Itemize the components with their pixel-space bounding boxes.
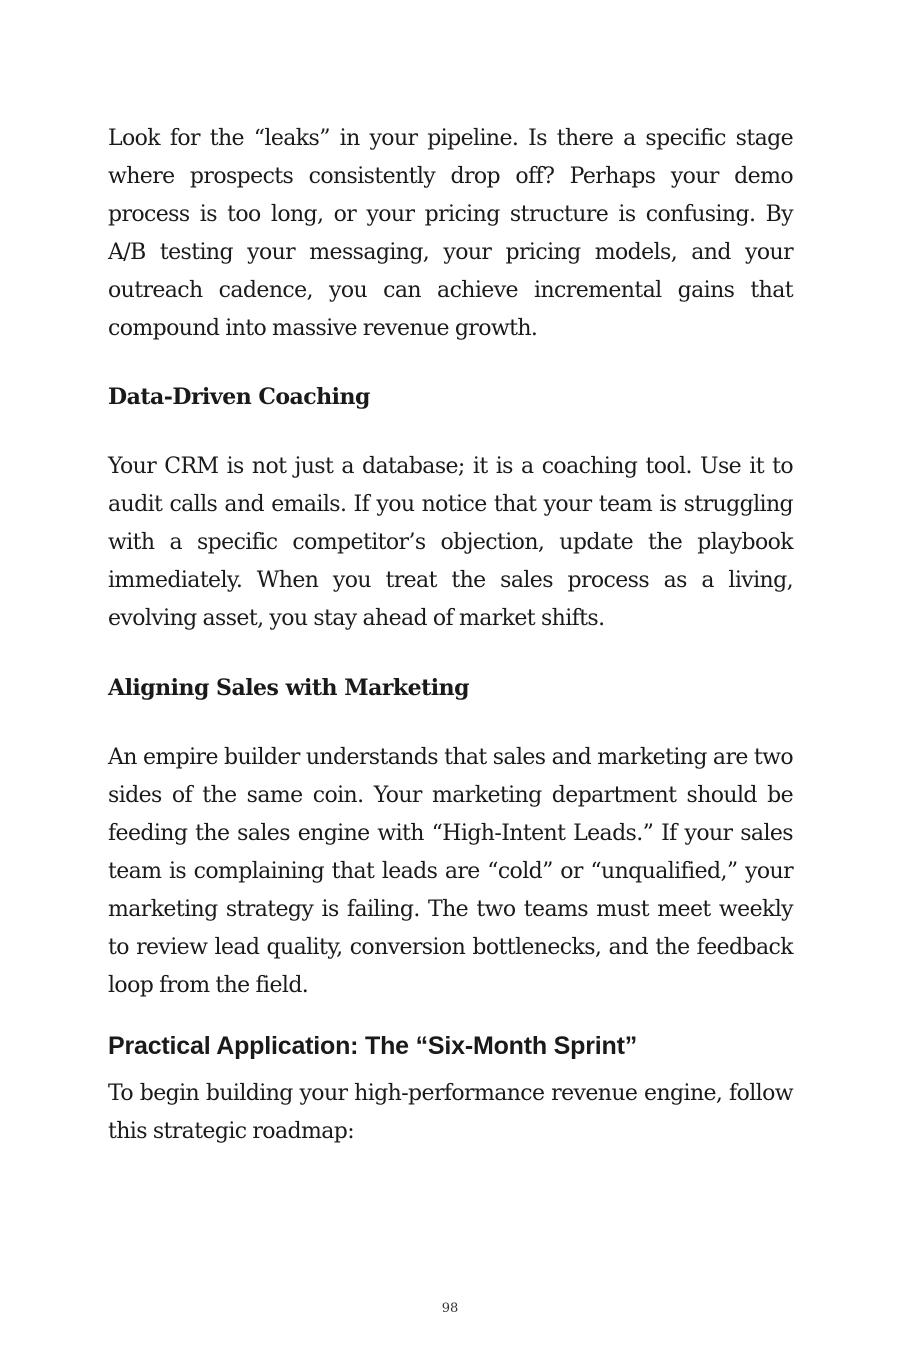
paragraph-data-driven-coaching: Your CRM is not just a database; it is a coaching tool. Use it to audit calls and emails. If you notice that your team is struggling with a specific competitor’s objection, update the playbook immediately. When you treat the sales process as a living, evolving asset, you stay ahead of market shifts. <box>108 454 793 631</box>
heading-practical-application: Practical Application: The “Six-Month Sprint” <box>108 1032 638 1060</box>
paragraph-aligning-sales-marketing: An empire builder understands that sales and marketing are two sides of the same coin. Your marketing department should be feeding the sales engine with “High-Intent Leads.” If your sales team is complaining that leads are “cold” or “unqualified,” your marketing strategy is failing. The two teams must meet weekly to review lead quality, conversion bottlenecks, and the feedback loop from the field. <box>108 745 793 998</box>
heading-aligning-sales-marketing: Aligning Sales with Marketing <box>108 675 470 701</box>
page-number: 98 <box>441 1301 459 1316</box>
heading-data-driven-coaching: Data-Driven Coaching <box>108 384 370 410</box>
paragraph-strategic-roadmap: To begin building your high-performance revenue engine, follow this strategic roadmap: <box>108 1081 793 1144</box>
paragraph-pipeline-leaks: Look for the “leaks” in your pipeline. Is there a specific stage where prospects consistently drop off? Perhaps your demo process is too long, or your pricing structure is confusing. By A/B testing your messaging, your pricing models, and your outreach cadence, you can achieve incremental gains that compound into massive revenue growth. <box>108 126 793 341</box>
